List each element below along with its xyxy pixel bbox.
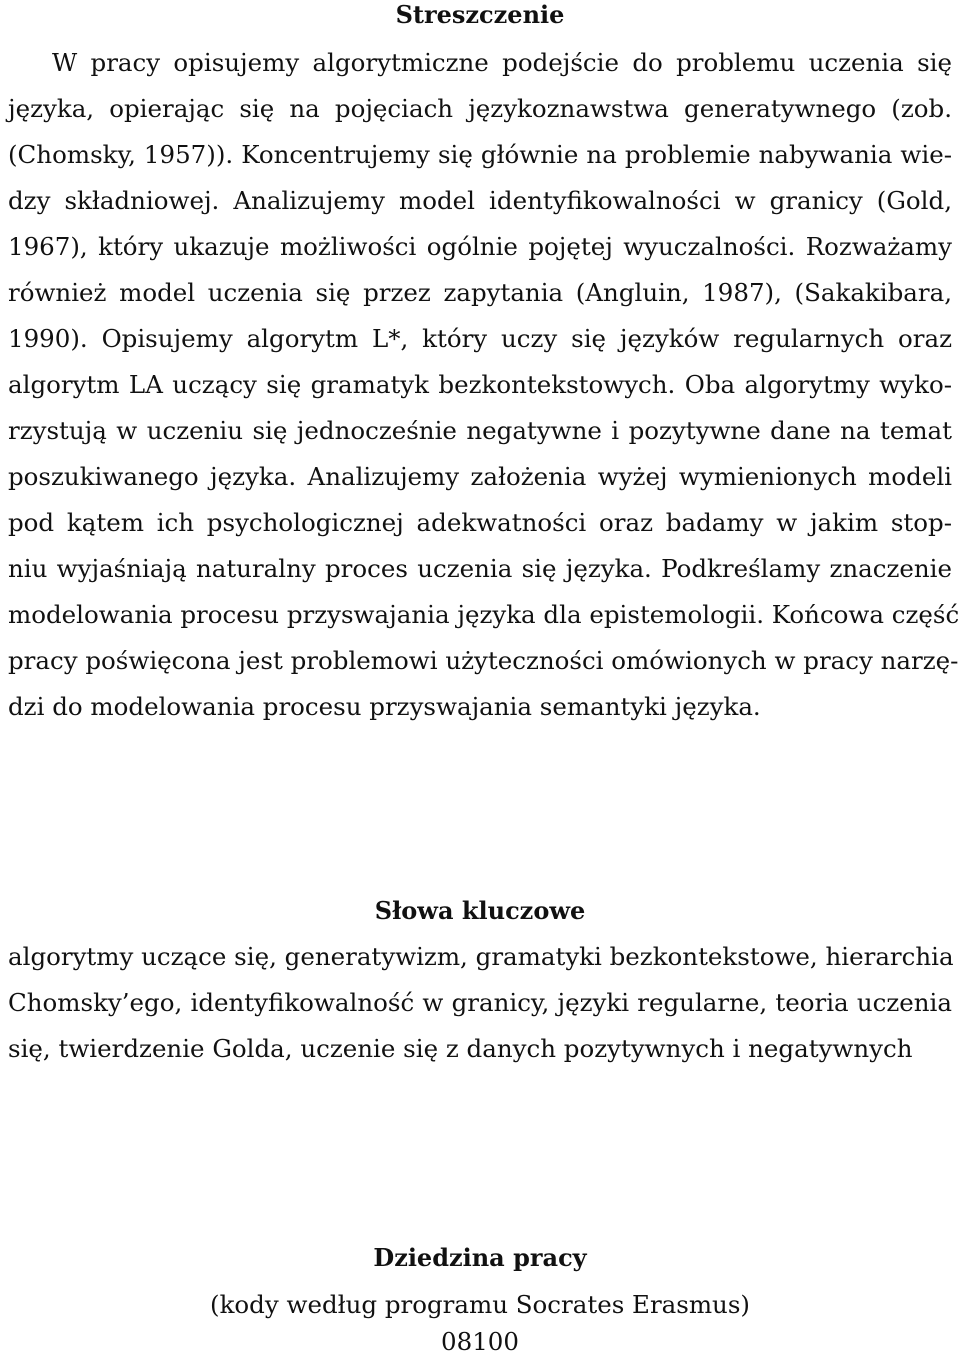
- abstract-line-10: poszukiwanego języka. Analizujemy założenia wyżej wymienionych modeli: [8, 462, 952, 491]
- abstract-line-5: 1967), który ukazuje możliwości ogólnie pojętej wyuczalności. Rozważamy: [8, 232, 952, 261]
- abstract-line-12: niu wyjaśniają naturalny proces uczenia się języka. Podkreślamy znaczenie: [8, 554, 952, 583]
- abstract-line-4: dzy składniowej. Analizujemy model identyfikowalności w granicy (Gold,: [8, 186, 952, 215]
- abstract-line-6: również model uczenia się przez zapytania (Angluin, 1987), (Sakakibara,: [8, 278, 952, 307]
- field-code: 08100: [441, 1327, 519, 1356]
- abstract-line-8: algorytm LA uczący się gramatyk bezkontekstowych. Oba algorytmy wyko-: [8, 370, 952, 399]
- abstract-line-14: pracy poświęcona jest problemowi użyteczności omówionych w pracy narzę-: [8, 646, 959, 675]
- abstract-heading: Streszczenie: [395, 0, 565, 29]
- abstract-line-2: języka, opierając się na pojęciach językoznawstwa generatywnego (zob.: [8, 94, 952, 123]
- keywords-line-2: Chomsky’ego, identyfikowalność w granicy, języki regularne, teoria uczenia: [8, 988, 952, 1017]
- abstract-line-11: pod kątem ich psychologicznej adekwatności oraz badamy w jakim stop-: [8, 508, 952, 537]
- abstract-line-3: (Chomsky, 1957)). Koncentrujemy się głównie na problemie nabywania wie-: [8, 140, 952, 169]
- abstract-line-15: dzi do modelowania procesu przyswajania semantyki języka.: [8, 692, 761, 721]
- field-subtitle: (kody według programu Socrates Erasmus): [210, 1290, 750, 1319]
- abstract-line-9: rzystują w uczeniu się jednocześnie negatywne i pozytywne dane na temat: [8, 416, 952, 445]
- abstract-line-7: 1990). Opisujemy algorytm L*, który uczy się języków regularnych oraz: [8, 324, 952, 353]
- keywords-line-3: się, twierdzenie Golda, uczenie się z danych pozytywnych i negatywnych: [8, 1034, 913, 1063]
- keywords-heading: Słowa kluczowe: [374, 896, 586, 925]
- abstract-line-1: W pracy opisujemy algorytmiczne podejście do problemu uczenia się: [52, 48, 952, 77]
- abstract-line-13: modelowania procesu przyswajania języka dla epistemologii. Końcowa część: [8, 600, 960, 629]
- field-heading: Dziedzina pracy: [373, 1243, 587, 1272]
- keywords-line-1: algorytmy uczące się, generatywizm, gramatyki bezkontekstowe, hierarchia: [8, 942, 954, 971]
